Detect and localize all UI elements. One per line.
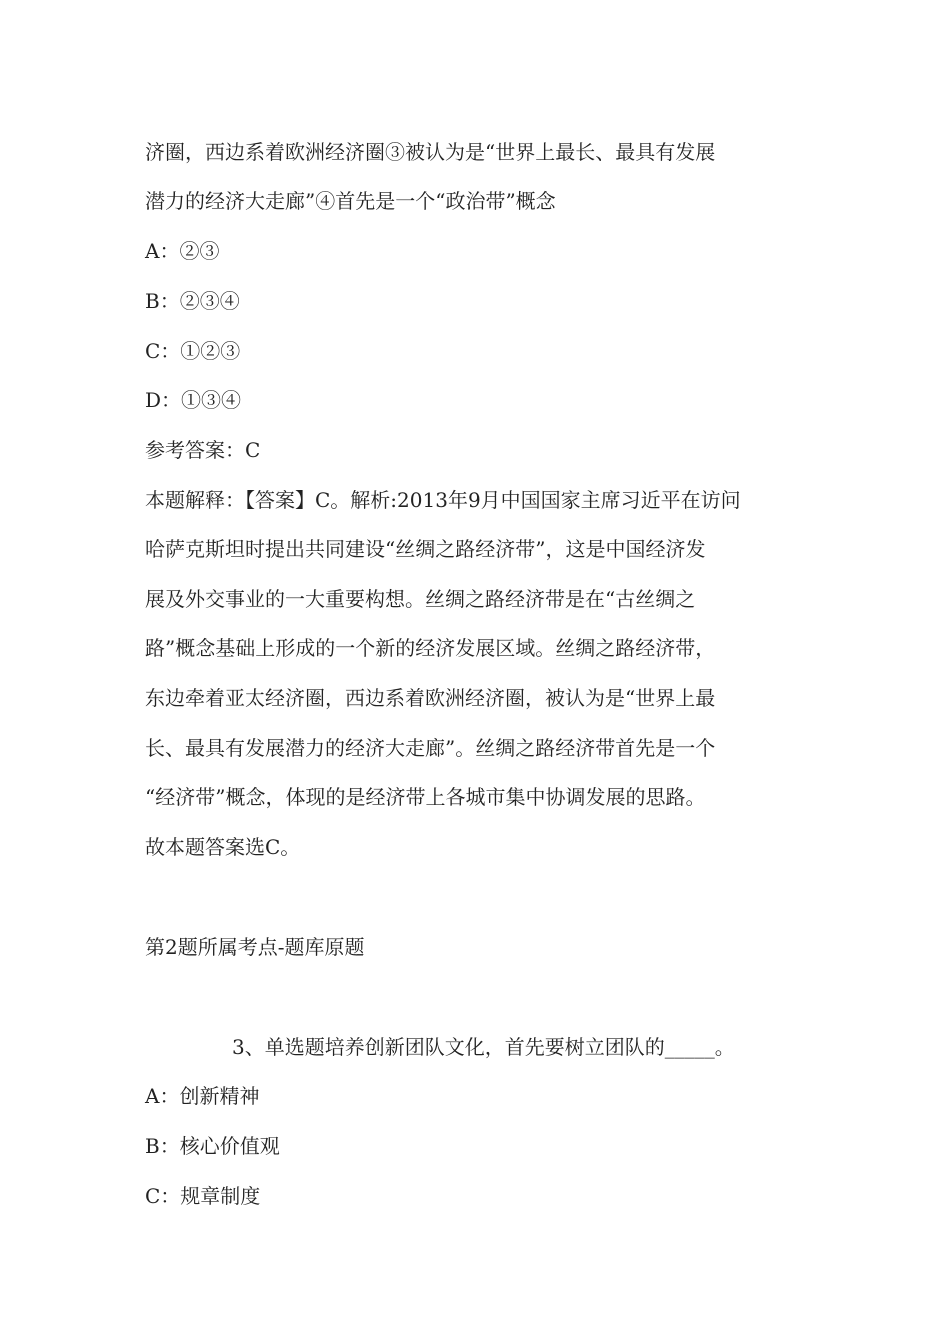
question-1-reference-answer: 参考答案：C	[145, 438, 261, 462]
question-3-option-b: B：核心价值观	[145, 1134, 280, 1158]
question-1-explanation-line-6: 长、最具有发展潜力的经济大走廊”。丝绸之路经济带首先是一个	[145, 736, 716, 760]
question-1-explanation-line-8: 故本题答案选C。	[145, 835, 301, 859]
question-1-explanation-line-1: 本题解释：【答案】C。解析:2013年9月中国国家主席习近平在访问	[145, 488, 741, 512]
question-1-explanation-line-3: 展及外交事业的一大重要构想。丝绸之路经济带是在“古丝绸之	[145, 587, 696, 611]
question-1-option-c: C：①②③	[145, 339, 241, 363]
question-1-option-d: D：①③④	[145, 388, 242, 412]
question-1-option-b: B：②③④	[145, 289, 240, 313]
question-1-option-a: A：②③	[145, 239, 220, 263]
question-1-explanation-line-7: “经济带”概念，体现的是经济带上各城市集中协调发展的思路。	[145, 785, 706, 809]
question-3-option-c: C：规章制度	[145, 1184, 261, 1208]
question-1-explanation-line-2: 哈萨克斯坦时提出共同建设“丝绸之路经济带”，这是中国经济发	[145, 537, 706, 561]
question-1-explanation-line-5: 东边牵着亚太经济圈，西边系着欧洲经济圈，被认为是“世界上最	[145, 686, 716, 710]
question-1-explanation-line-4: 路”概念基础上形成的一个新的经济发展区域。丝绸之路经济带，	[145, 636, 716, 660]
question-3-stem: 3、单选题培养创新团队文化，首先要树立团队的_____。	[232, 1035, 735, 1059]
question-1-stem-line-1: 济圈，西边系着欧洲经济圈③被认为是“世界上最长、最具有发展	[145, 140, 716, 164]
question-3-option-a: A：创新精神	[145, 1084, 260, 1108]
question-2-topic: 第2题所属考点-题库原题	[145, 935, 365, 959]
question-1-stem-line-2: 潜力的经济大走廊”④首先是一个“政治带”概念	[145, 189, 556, 213]
